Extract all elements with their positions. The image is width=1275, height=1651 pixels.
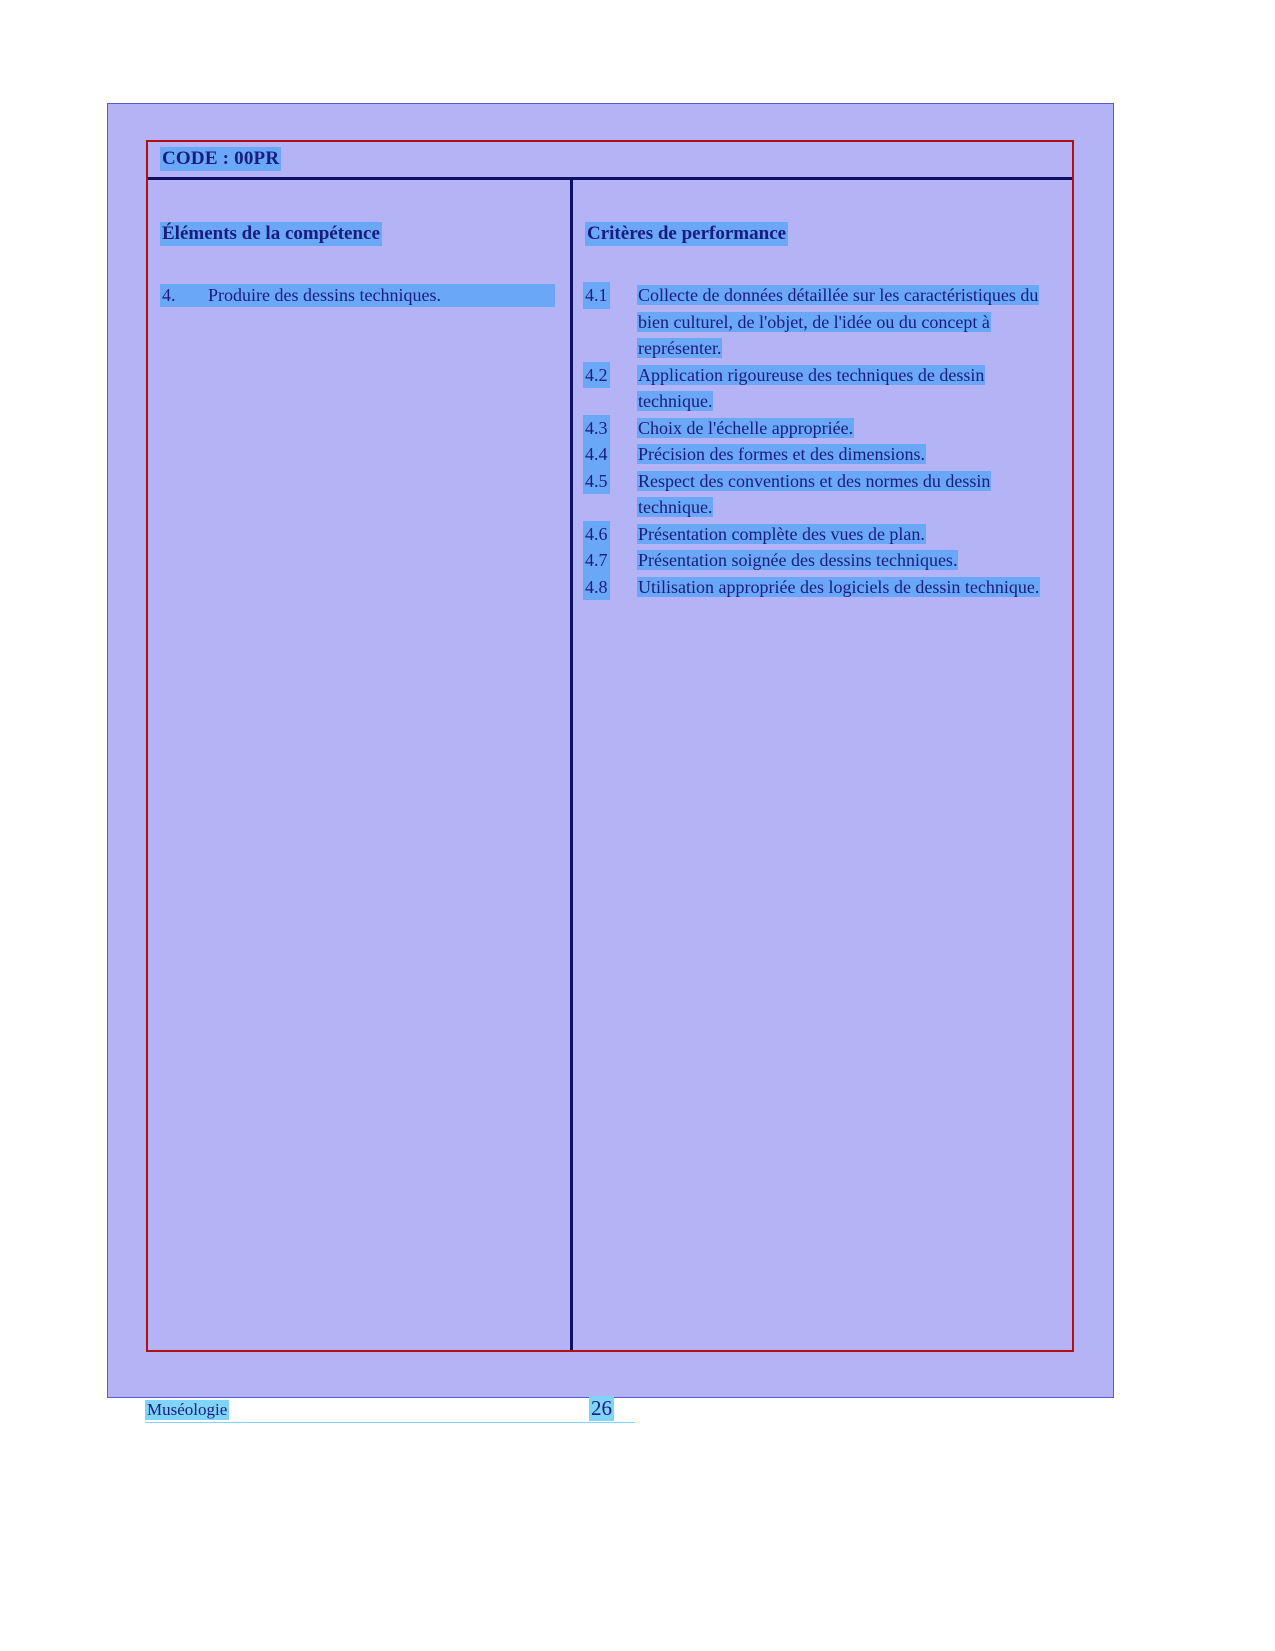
criterion-text: Précision des formes et des dimensions.	[638, 444, 925, 464]
criterion-text: Utilisation appropriée des logiciels de dessin technique.	[638, 576, 1040, 597]
column-elements	[148, 180, 570, 1350]
criterion-number: 4.2	[583, 362, 610, 389]
footer-divider	[145, 1422, 635, 1423]
competency-element-text: Produire des dessins techniques.	[208, 285, 441, 305]
document-page	[107, 103, 1114, 1398]
list-item	[583, 574, 1056, 601]
list-item	[583, 547, 1056, 574]
criterion-number: 4.5	[583, 468, 610, 495]
column-criteria	[573, 180, 1072, 1350]
criterion-number: 4.7	[583, 547, 610, 574]
code-label: CODE : 00PR	[162, 148, 280, 169]
criterion-text: Présentation complète des vues de plan.	[638, 523, 925, 544]
criterion-number: 4.3	[583, 415, 610, 442]
competency-element-number: 4.	[162, 285, 176, 305]
criteria-list	[583, 282, 1056, 600]
criterion-text: Collecte de données détaillée sur les caractéristiques du bien culturel, de l'objet, de l'idée ou du concept à représenter.	[638, 285, 1039, 358]
criterion-text: Application rigoureuse des techniques de dessin technique.	[638, 364, 985, 411]
list-item	[583, 282, 1056, 362]
criterion-text: Respect des conventions et des normes du dessin technique.	[638, 470, 991, 517]
column-header-criteria: Critères de performance	[587, 223, 787, 244]
list-item	[583, 362, 1056, 415]
criterion-text: Choix de l'échelle appropriée.	[638, 417, 854, 438]
page-footer	[107, 1396, 1114, 1426]
list-item	[583, 415, 1056, 442]
code-row	[148, 142, 1072, 180]
criterion-number: 4.6	[583, 521, 610, 548]
list-item	[583, 468, 1056, 521]
criterion-number: 4.4	[583, 441, 610, 468]
list-item	[583, 441, 1056, 468]
list-item	[583, 521, 1056, 548]
criterion-number: 4.8	[583, 574, 610, 601]
footer-program-name: Muséologie	[147, 1400, 228, 1419]
competency-table	[146, 140, 1074, 1352]
criterion-number: 4.1	[583, 282, 610, 309]
footer-page-number: 26	[591, 1396, 612, 1420]
criterion-text: Présentation soignée des dessins techniques.	[638, 550, 958, 570]
competency-element	[160, 284, 555, 307]
column-header-elements: Éléments de la compétence	[162, 223, 380, 244]
